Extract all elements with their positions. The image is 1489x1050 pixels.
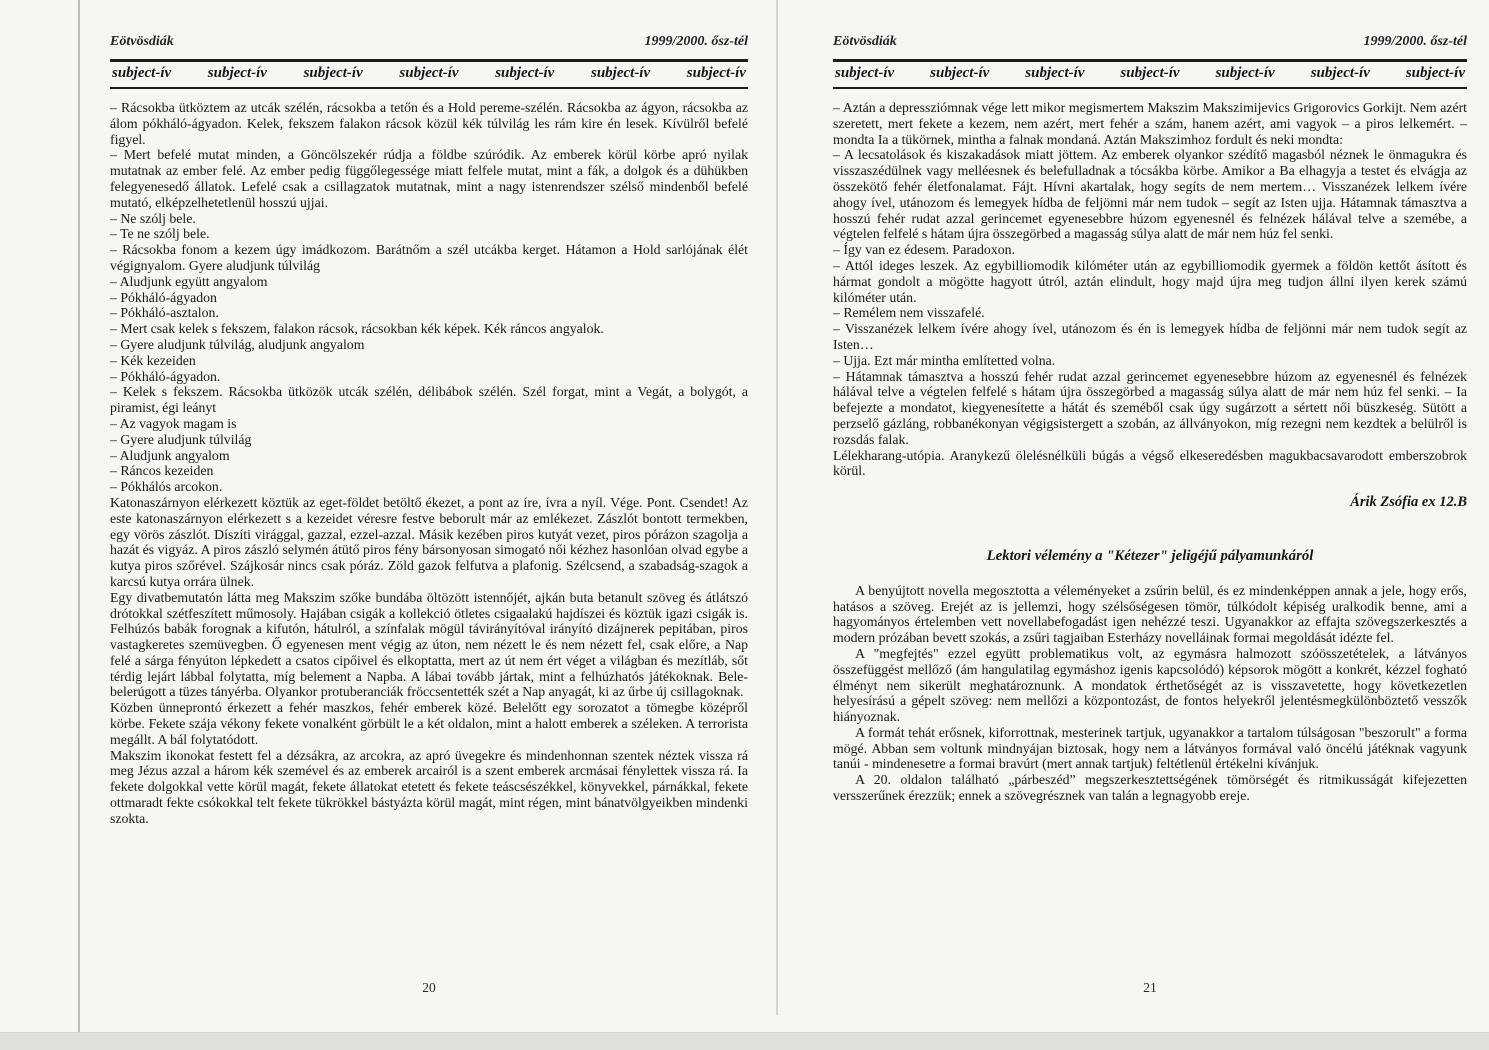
magazine-title: Eötvösdiák: [110, 34, 174, 49]
paragraph: Közben ünneprontó érkezett a fehér maszkos, fehér emberek közé. Belelőtt egy sorozatot a tömegbe középről körbe. Fekete szája vékony fekete vonalként görbült le a két oldalon, mint a halott emberek a széleken. A terrorista megállt. A bál folytatódott.: [110, 700, 748, 747]
paragraph: A benyújtott novella megosztotta a véleményeket a zsűrin belül, és ez mindenképpen annak a jele, hogy erős, hatásos a szöveg. Erejét az is jellemzi, hogy szélsőségesen tömör, túlkódolt képiség uralkodik benne, ami a hagyományos értelemben vett novellabefogadást igen nehézzé teszi. Ugyanakkor az effajta szövegszerkesztés a modern prózában bevett szokás, a zsűri tagjaiban Esterházy novelláinak formai megoldását idézte fel.: [833, 582, 1467, 646]
page-body: [833, 100, 1467, 804]
subject-band-item: subject-ív: [1215, 65, 1275, 81]
paragraph: – Hátamnak támasztva a hosszú fehér rudat azzal gerincemet egyenesebbre húzom az egyenesnél és felnézek hálával telve a végtelen felfelé s hátam újra összegörbed a magasság súlya alatt de már nem húz fel senki. – Ia befejezte a mondatot, kiegyenesítette a hátát és szeméből csak úgy sugárzott a sértett női büszkeség. Sütött a perzselő gázláng, robbanékonyan végigsistergett a szobán, az állványokon, míg rezegni nem kezdtek a belülről is rozsdás falak.: [833, 368, 1467, 447]
paragraph: – Pókháló-ágyadon.: [110, 368, 221, 384]
right-page: [833, 34, 1467, 995]
page-body: [110, 100, 748, 827]
magazine-title: Eötvösdiák: [833, 34, 897, 49]
subject-band-item: subject-ív: [835, 65, 895, 81]
subject-band-item: subject-ív: [590, 65, 651, 81]
issue-label: 1999/2000. ősz-tél: [1363, 34, 1467, 49]
subject-band-item: subject-ív: [112, 65, 172, 81]
subject-band: [110, 59, 748, 89]
paragraph: – Te ne szólj bele.: [110, 226, 210, 242]
page-edge-line: [78, 0, 80, 1050]
scan-bottom-edge: [0, 1032, 1489, 1050]
paragraph: Lélekharang-utópia. Aranykezű ölelésnélküli búgás a végső elkeseredésben magukbacsavarodott emberszobrok körül.: [833, 447, 1467, 479]
paragraph: – Az vagyok magam is: [110, 415, 237, 431]
paragraph: – Attól ideges leszek. Az egybilliomodik kilóméter után az egybilliomodik gyermek a földön kettőt ásított és hármat gondolt a mögötte hagyott útról, aztán elindult, hogy majd újra meg tudjon állni ilyen kerek számú kilóméter után.: [833, 257, 1467, 305]
paragraph: – Aztán a depressziómnak vége lett mikor megismertem Makszim Makszimijevics Grigorovics Gorkijt. Nem azért szeretett, mert fekete a kezem, nem azért, mert fehér a szám, hanem azért, ami vagyok – a piros lelkemért. – mondta Ia a tükörnek, mintha a falnak mondaná. Aztán Makszimhoz fordult és neki mondta:: [833, 100, 1467, 147]
paragraph: – Aludjunk angyalom: [110, 447, 230, 463]
subject-band-item: subject-ív: [399, 65, 459, 81]
subject-band-item: subject-ív: [1120, 65, 1180, 81]
paragraph: A "megfejtés" ezzel együtt problematikus volt, az egymásra halmozott szóösszetételek, a látványos összefüggést mellőző (ám hangulatilag egymáshoz igenis kapcsolódó) képsorok mögött a konkrét, kézzel fogható élményt nem sikerült meghatároznunk. A mondatok érthetőségét az is visszavetette, hogy következetlen helyesírású a gépelt szöveg: nem mellőzi a központozást, de fontos helyekről jelentésmegkülönböztető vesszők hiányoznak.: [833, 645, 1467, 725]
paragraph: A 20. oldalon található „párbeszéd” megszerkesztettségének tömörségét és ritmikusságát kifejezetten versszerűnek érezzük; ennek a szövegrésznek van talán a legnagyobb ereje.: [833, 772, 1467, 804]
paragraph: – Kelek s fekszem. Rácsokba ütközök utcák szélén, délibábok szélén. Szél forgat, mint a Vegát, a bolygót, a piramist, égi leányt: [110, 384, 748, 416]
paragraph: – Visszanézek lelkem ívére ahogy ível, utánozom és én is lemegyek hídba de feljönni már nem tudok segít az Isten…: [833, 321, 1467, 352]
subject-band-item: subject-ív: [495, 65, 555, 81]
paragraph: – Gyere aludjunk túlvilág: [110, 431, 252, 447]
paragraph: – Így van ez édesem. Paradoxon.: [833, 242, 1015, 258]
running-head: [110, 34, 748, 50]
subject-band-item: subject-ív: [1405, 65, 1465, 81]
paragraph: – Pókháló-asztalon.: [110, 305, 219, 321]
center-fold-line: [776, 0, 778, 1015]
issue-label: 1999/2000. ősz-tél: [644, 34, 748, 49]
paragraph: – Rácsokba fonom a kezem úgy imádkozom. Barátnőm a szél utcákba kerget. Hátamon a Hold sarlójának élét végignyalom. Gyere aludjunk túlvilág: [110, 242, 748, 273]
subject-band-item: subject-ív: [1310, 65, 1370, 81]
paragraph: – Mert csak kelek s fekszem, falakon rácsok, rácsokban kék képek. Kék ráncos angyalok.: [110, 321, 604, 337]
left-page: [110, 34, 748, 995]
paragraph: – Rácsokba ütköztem az utcák szélén, rácsokba a tetőn és a Hold pereme-szélén. Rácsokba az ágyon, rácsokba az álom pókháló-ágyadon. Kelek, fekszem falakon rácsok közül kék túlvilág les rám kire én lesek. Kívülről befelé figyel.: [110, 100, 748, 147]
paragraph: Makszim ikonokat festett fel a dézsákra, az arcokra, az apró üvegekre és mindenhonnan szentek néztek vissza rá meg Jézus azzal a három kék szemével és az emberek arcairól is a szent emberek arcmásai fénylettek vissza rá. Ia fekete dolgokkal vette körül magát, fekete állatokat etetett és fekete teáscsészékkel, könyvekkel, párnákkal, fekete ottmaradt fekte csókokkal telt fekete tükrökkel bástyázta körül magát, mint régen, mint bánatvölgyeikben mindenki szokta.: [110, 747, 748, 826]
paragraph: – Ujja. Ezt már mintha említetted volna.: [833, 352, 1056, 368]
paragraph: – Ráncos kezeiden: [110, 463, 214, 479]
paragraph: Árik Zsófia ex 12.B: [1350, 494, 1467, 511]
paragraph: Katonaszárnyon elérkezett köztük az eget-földet betöltő ékezet, a pont az íre, ívra a nyíl. Vége. Pont. Csendet! Az este katonaszárnyon elérkezett s a kezeidet véresre festve beborult már az emlékezet. Zászlót bontott termekben, egy vörös zászlót. Díszíti virággal, gazzal, ezzel-azzal. Másik kezében piros kutyát vezet, piros pórázon szagolja a hazát és vigyáz. A piros zászló selymén átütő piros fény bársonyosan simogató női kézhez hasonlóan olvad egybe a kutya piros szőrével. Szájkosár nincs csak póráz. Zöld gazok felfutva a plafonig. Szélcsend, a szabadság-szagok a karcsú kutya orrára ülnek.: [110, 494, 748, 589]
page-number: 21: [1143, 980, 1157, 995]
subject-band-item: subject-ív: [207, 65, 267, 81]
paragraph: – Ne szólj bele.: [110, 210, 196, 226]
paragraph: – Remélem nem visszafelé.: [833, 305, 985, 321]
subject-band-item: subject-ív: [930, 65, 990, 81]
paragraph: – A lecsatolások és kiszakadások miatt jöttem. Az emberek olyankor szédítő magasból néznek le önmagukra és visszaszédülnek vagy melléesnek és belefulladnak a tócsákba körbe. Amikor a Ba elhagyja a testet és elvágja az összekötő fehér életfonalamat. Fájt. Hívni akartalak, hogy segíts de nem mertem… Visszanézek lelkem ívére ahogy ível, utánozom és lemegyek hídba de feljönni már nem tudok – segít az Isten ujja. Hátamnak támasztva a hosszú fehér rudat azzal gerincemet egyenesebbre húzom egyenesnél és felnézek hálával telve a szemébe, a végtelen felfelé s hátam újra összegörbed a magasság súlya alatt de már nem húz fel senki.: [833, 147, 1467, 242]
subject-band: [833, 59, 1467, 89]
paragraph: Lektori vélemény a "Kétezer" jeligéjű pályamunkáról: [986, 547, 1314, 564]
paragraph: Egy divatbemutatón látta meg Makszim szőke bundába öltözött istennőjét, ajkán buta betanult szöveg és átlátszó drótokkal szétfeszített műmosoly. Hajában csigák a kollekció ötletes csigaalakú hajdíszei és köztük igazi csigák is. Felhúzós babák forognak a kifutón, hátulról, a színfalak mögül távirányítóval irányító dizájnerek pepitában, piros vastagkeretes szemüvegben. Ő egyenesen ment végig az úton, nem nézett le és nem nézett fel, csak előre, a Nap felé a sárga fényúton lépkedett a csatos cipőivel és elkoptatta, mert az út nem ért véget a világban és mezítláb, sőt térdig lejárt lábbal folytatta, míg belement a Napba. A lábai tovább jártak, mint a felhúzhatós játékoknak. Bele-belerúgott a tüzes tányérba. Olyankor protuberanciák fröccsentették szét a Nap anyagát, ki az űrbe új csillagoknak.: [110, 589, 748, 700]
paragraph: – Pókháló-ágyadon: [110, 289, 217, 305]
paragraph: – Aludjunk együtt angyalom: [110, 273, 268, 289]
paragraph: A formát tehát erősnek, kiforrottnak, mesterinek tartjuk, ugyanakkor a tartalom túlságosan "beszorult" a forma mögé. Abban sem voltunk mindnyájan biztosak, hogy nem a látványos formával való öncélú játéknak vagyunk tanúi - mindenesetre a formai bravúrt (mert annak tartjuk) feltétlenül értékelni kívánjuk.: [833, 724, 1467, 772]
running-head: [833, 34, 1467, 50]
subject-band-item: subject-ív: [1025, 65, 1085, 81]
page-number: 20: [422, 980, 436, 995]
subject-band-item: subject-ív: [303, 65, 363, 81]
subject-band-item: subject-ív: [686, 65, 746, 81]
paragraph: – Gyere aludjunk túlvilág, aludjunk angyalom: [110, 336, 365, 352]
paragraph: – Mert befelé mutat minden, a Göncölszekér rúdja a földbe szúródik. Az emberek körül körbe apró nyilak mutatnak az ember felé. Az ember pedig függőlegessége miatt felfele mutat, mint a fák, a dolgok és a dühükben felegyenesedő állatok. Lefelé csak a csillagzatok mutatnak, mint a nagy istenrendszer szélső mindenből befelé mutató, elképzelhetetlenül hosszú ujjai.: [110, 147, 748, 210]
paragraph: – Kék kezeiden: [110, 352, 196, 368]
paragraph: – Pókhálós arcokon.: [110, 479, 223, 495]
